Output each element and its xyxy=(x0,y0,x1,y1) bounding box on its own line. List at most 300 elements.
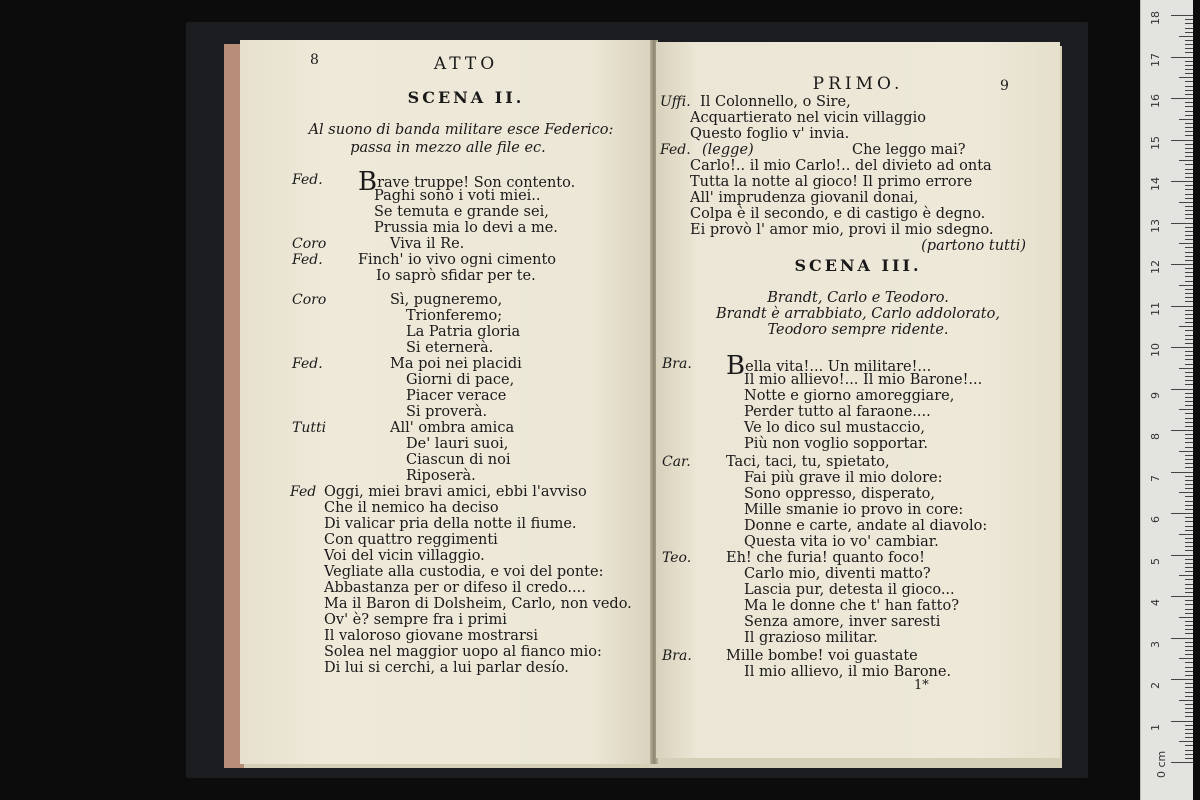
verse-text: Senza amore, inver saresti xyxy=(744,614,941,630)
ruler-tick xyxy=(1185,218,1193,219)
ruler-tick xyxy=(1185,484,1193,485)
ruler-tick xyxy=(1185,189,1193,190)
verse-line: Tutta la notte al gioco! Il primo errore xyxy=(690,174,973,190)
ruler-number: 15 xyxy=(1149,135,1162,150)
ruler-tick xyxy=(1185,442,1193,443)
ruler-tick xyxy=(1185,758,1193,759)
ruler-tick xyxy=(1171,389,1193,390)
ruler-tick xyxy=(1185,384,1193,385)
ruler-tick xyxy=(1185,152,1193,153)
page-number: 9 xyxy=(1000,78,1009,94)
ruler-tick xyxy=(1179,36,1193,37)
ruler-number: 5 xyxy=(1149,557,1162,565)
verse-line xyxy=(744,436,928,452)
verse-line xyxy=(390,420,514,436)
ruler-tick xyxy=(1185,380,1193,381)
verse-line xyxy=(324,612,507,628)
ruler-tick xyxy=(1185,314,1193,315)
ruler-tick xyxy=(1185,106,1193,107)
ruler-tick xyxy=(1185,455,1193,456)
ruler-tick xyxy=(1171,98,1193,99)
ruler-tick xyxy=(1185,422,1193,423)
ruler-tick xyxy=(1185,44,1193,45)
verse-text: Fai più grave il mio dolore: xyxy=(744,470,943,486)
speaker-label: Coro xyxy=(292,236,327,252)
ruler-tick xyxy=(1185,488,1193,489)
ruler-number: 2 xyxy=(1149,682,1162,689)
verse-line xyxy=(744,470,942,486)
verse-line xyxy=(744,582,955,598)
verse-text: Eh! che furia! quanto foco! xyxy=(726,550,925,566)
ruler-tick xyxy=(1185,413,1193,414)
speaker-label: Uffi. xyxy=(660,94,691,110)
verse-text: Notte e giorno amoreggiare, xyxy=(744,388,955,404)
ruler-tick xyxy=(1171,181,1193,182)
verse-text: Di valicar pria della notte il fiume. xyxy=(324,516,577,532)
verse-text: Sì, pugneremo, xyxy=(390,292,503,308)
ruler-tick xyxy=(1185,584,1193,585)
speaker-label: Fed. xyxy=(292,356,323,372)
ruler-tick xyxy=(1171,347,1193,348)
ruler-tick xyxy=(1185,567,1193,568)
verse-text: Giorni di pace, xyxy=(406,372,515,388)
measuring-ruler xyxy=(1140,0,1193,800)
ruler-tick xyxy=(1185,247,1193,248)
ruler-tick xyxy=(1185,301,1193,302)
ruler-tick xyxy=(1185,542,1193,543)
ruler-tick xyxy=(1185,559,1193,560)
stage-direction-line: Brandt, Carlo e Teodoro. xyxy=(767,290,949,306)
ruler-number: 17 xyxy=(1149,52,1162,67)
verse-line: (legge) xyxy=(702,142,754,158)
verse-text: Si eternerà. xyxy=(406,340,494,356)
verse-line xyxy=(406,388,506,404)
ruler-number: 8 xyxy=(1149,433,1162,440)
verse-text: Il valoroso giovane mostrarsi xyxy=(324,628,538,644)
verse-text: Mille smanie io provo in core: xyxy=(744,502,964,518)
ruler-tick xyxy=(1179,451,1193,452)
ruler-tick xyxy=(1185,65,1193,66)
ruler-tick xyxy=(1185,214,1193,215)
verse-line xyxy=(374,188,541,204)
verse-text: Il grazioso militar. xyxy=(744,630,878,646)
ruler-tick xyxy=(1185,650,1193,651)
ruler-tick xyxy=(1185,364,1193,365)
ruler-tick xyxy=(1185,509,1193,510)
ruler-tick xyxy=(1185,696,1193,697)
ruler-tick xyxy=(1179,658,1193,659)
verse-text: Abbastanza per or difeso il credo.... xyxy=(324,580,586,596)
verse-text: Voi del vicin villaggio. xyxy=(324,548,485,564)
verse-line: Acquartierato nel vicin villaggio xyxy=(690,110,926,126)
verse-line xyxy=(324,644,602,660)
verse-text: Oggi, miei bravi amici, ebbi l'avviso xyxy=(324,484,587,500)
ruler-tick xyxy=(1185,629,1193,630)
ruler-tick xyxy=(1185,683,1193,684)
ruler-tick xyxy=(1185,48,1193,49)
verse-line xyxy=(406,452,510,468)
ruler-tick xyxy=(1185,281,1193,282)
ruler-tick xyxy=(1171,472,1193,473)
ruler-tick xyxy=(1185,169,1193,170)
ruler-tick xyxy=(1185,704,1193,705)
ruler-tick xyxy=(1185,235,1193,236)
ruler-tick xyxy=(1185,754,1193,755)
ruler-tick xyxy=(1171,223,1193,224)
ruler-number: 16 xyxy=(1149,94,1162,108)
speaker-label: Bra. xyxy=(662,356,692,372)
verse-text: Ve lo dico sul mustaccio, xyxy=(744,420,925,436)
ruler-tick xyxy=(1185,156,1193,157)
ruler-tick xyxy=(1171,57,1193,58)
ruler-tick xyxy=(1185,654,1193,655)
scene-title: SCENA II. xyxy=(407,88,525,107)
verse-text: Paghi sono i voti miei.. xyxy=(374,188,541,204)
ruler-tick xyxy=(1185,310,1193,311)
left-page xyxy=(240,40,652,764)
signature-mark: 1* xyxy=(914,678,929,693)
speaker-label: Fed xyxy=(290,484,317,500)
speaker-label: Fed. xyxy=(660,142,691,158)
verse-line xyxy=(390,292,502,308)
ruler-number: 14 xyxy=(1149,177,1162,191)
ruler-tick xyxy=(1185,501,1193,502)
ruler-tick xyxy=(1185,447,1193,448)
ruler-tick xyxy=(1171,140,1193,141)
ruler-tick xyxy=(1185,646,1193,647)
ruler-unit-label: 0 cm xyxy=(1155,750,1168,778)
verse-line: Che leggo mai? xyxy=(852,142,966,158)
verse-text: Mille bombe! voi guastate xyxy=(726,648,918,664)
stage-direction-line: Al suono di banda militare esce Federico: xyxy=(308,122,614,138)
verse-text: Taci, taci, tu, spietato, xyxy=(726,454,890,470)
verse-line xyxy=(744,420,925,436)
ruler-tick xyxy=(1185,521,1193,522)
ruler-tick xyxy=(1185,505,1193,506)
verse-text: Io saprò sfidar per te. xyxy=(376,268,536,284)
verse-line: All' imprudenza giovanil donai, xyxy=(690,190,919,206)
ruler-tick xyxy=(1179,160,1193,161)
ruler-tick xyxy=(1185,194,1193,195)
ruler-tick xyxy=(1185,496,1193,497)
ruler-tick xyxy=(1185,675,1193,676)
verse-text: La Patria gloria xyxy=(406,324,521,340)
ruler-tick xyxy=(1185,438,1193,439)
ruler-tick xyxy=(1179,700,1193,701)
ruler-tick xyxy=(1171,15,1193,16)
ruler-tick xyxy=(1185,102,1193,103)
ruler-tick xyxy=(1179,285,1193,286)
ruler-tick xyxy=(1185,480,1193,481)
ruler-tick xyxy=(1185,135,1193,136)
ruler-tick xyxy=(1185,604,1193,605)
ruler-tick xyxy=(1185,351,1193,352)
ruler-tick xyxy=(1179,202,1193,203)
ruler-tick xyxy=(1185,600,1193,601)
verse-text: Carlo mio, diventi matto? xyxy=(744,566,931,582)
ruler-tick xyxy=(1185,729,1193,730)
ruler-tick xyxy=(1171,264,1193,265)
verse-text: Che il nemico ha deciso xyxy=(324,500,499,516)
ruler-tick xyxy=(1185,339,1193,340)
verse-line xyxy=(406,468,476,484)
verse-line xyxy=(406,404,487,420)
verse-line xyxy=(744,614,940,630)
verse-text: Si proverà. xyxy=(406,404,488,420)
speaker-label: Coro xyxy=(292,292,327,308)
ruler-tick xyxy=(1171,638,1193,639)
ruler-tick xyxy=(1185,69,1193,70)
verse-text: Sono oppresso, disperato, xyxy=(744,486,935,502)
ruler-tick xyxy=(1185,667,1193,668)
scene-title: SCENA III. xyxy=(794,256,922,275)
verse-line xyxy=(744,372,982,388)
ruler-tick xyxy=(1185,463,1193,464)
ruler-tick xyxy=(1179,492,1193,493)
ruler-tick xyxy=(1179,409,1193,410)
ruler-tick xyxy=(1185,227,1193,228)
verse-text: Questa vita io vo' cambiar. xyxy=(744,534,939,550)
ruler-tick xyxy=(1185,322,1193,323)
ruler-tick xyxy=(1185,401,1193,402)
ruler-tick xyxy=(1185,198,1193,199)
verse-text: Ciascun di noi xyxy=(406,452,511,468)
ruler-tick xyxy=(1185,376,1193,377)
ruler-tick xyxy=(1179,326,1193,327)
ruler-number: 11 xyxy=(1149,301,1162,316)
verse-line xyxy=(406,308,502,324)
verse-line xyxy=(744,534,939,550)
verse-line xyxy=(324,532,498,548)
ruler-tick xyxy=(1185,434,1193,435)
ruler-tick xyxy=(1185,633,1193,634)
ruler-tick xyxy=(1179,534,1193,535)
verse-text: Ov' è? sempre fra i primi xyxy=(324,612,507,628)
ruler-tick xyxy=(1185,538,1193,539)
ruler-tick xyxy=(1185,571,1193,572)
verse-text: Di lui si cerchi, a lui parlar desío. xyxy=(324,660,569,676)
ruler-tick xyxy=(1185,588,1193,589)
verse-text: ella vita!... Un militare!... xyxy=(745,359,932,375)
ruler-tick xyxy=(1185,476,1193,477)
verse-text: Ma il Baron di Dolsheim, Carlo, non vedo. xyxy=(324,596,632,612)
verse-line xyxy=(324,516,577,532)
verse-line xyxy=(726,648,918,664)
ruler-tick xyxy=(1179,243,1193,244)
verse-line xyxy=(376,268,536,284)
ruler-tick xyxy=(1185,459,1193,460)
ruler-number: 6 xyxy=(1149,516,1162,523)
speaker-label: Fed. xyxy=(292,252,323,268)
verse-line: Il Colonnello, o Sire, xyxy=(700,94,851,110)
ruler-tick xyxy=(1179,77,1193,78)
verse-line xyxy=(406,324,520,340)
page-number: 8 xyxy=(310,52,319,68)
ruler-tick xyxy=(1185,546,1193,547)
ruler-tick xyxy=(1185,579,1193,580)
verse-line xyxy=(358,252,556,268)
stage-direction-line: Teodoro sempre ridente. xyxy=(767,322,949,338)
ruler-tick xyxy=(1185,625,1193,626)
verse-line xyxy=(726,454,890,470)
ruler-tick xyxy=(1185,330,1193,331)
ruler-number: 12 xyxy=(1149,260,1162,274)
ruler-tick xyxy=(1185,185,1193,186)
speaker-label: Car. xyxy=(662,454,691,470)
verse-line: Colpa è il secondo, e di castigo è degno. xyxy=(690,206,986,222)
verse-line xyxy=(406,372,514,388)
verse-text: Viva il Re. xyxy=(390,236,465,252)
verse-line: Carlo!.. il mio Carlo!.. del divieto ad onta xyxy=(690,158,992,174)
ruler-tick xyxy=(1185,372,1193,373)
verse-line xyxy=(324,580,586,596)
ruler-tick xyxy=(1185,563,1193,564)
ruler-tick xyxy=(1185,90,1193,91)
ruler-tick xyxy=(1185,716,1193,717)
ruler-tick xyxy=(1185,111,1193,112)
ruler-tick xyxy=(1185,642,1193,643)
speaker-label: Bra. xyxy=(662,648,692,664)
ruler-tick xyxy=(1185,397,1193,398)
ruler-tick xyxy=(1185,725,1193,726)
ruler-tick xyxy=(1185,61,1193,62)
ruler-tick xyxy=(1185,276,1193,277)
ruler-tick xyxy=(1179,368,1193,369)
verse-text: Riposerà. xyxy=(406,468,476,484)
ruler-tick xyxy=(1185,252,1193,253)
ruler-tick xyxy=(1185,712,1193,713)
ruler-tick xyxy=(1185,708,1193,709)
verse-text: Perder tutto al faraone.... xyxy=(744,404,931,420)
ruler-tick xyxy=(1185,19,1193,20)
ruler-tick xyxy=(1171,513,1193,514)
ruler-tick xyxy=(1185,164,1193,165)
ruler-tick xyxy=(1179,617,1193,618)
ruler-tick xyxy=(1185,359,1193,360)
verse-line xyxy=(324,500,499,516)
running-head: PRIMO. xyxy=(812,74,904,94)
ruler-tick xyxy=(1185,467,1193,468)
ruler-tick xyxy=(1185,272,1193,273)
verse-text: Ma poi nei placidi xyxy=(390,356,522,372)
verse-line xyxy=(744,388,954,404)
verse-line xyxy=(374,204,549,220)
ruler-tick xyxy=(1185,393,1193,394)
ruler-tick xyxy=(1185,526,1193,527)
ruler-tick xyxy=(1185,239,1193,240)
ruler-tick xyxy=(1179,119,1193,120)
ruler-tick xyxy=(1171,721,1193,722)
verse-text: Vegliate alla custodia, e voi del ponte: xyxy=(324,564,604,580)
verse-line xyxy=(744,404,931,420)
verse-line xyxy=(324,660,569,676)
verse-text: rave truppe! Son contento. xyxy=(377,175,576,191)
verse-line xyxy=(390,236,464,252)
ruler-tick xyxy=(1185,177,1193,178)
ruler-tick xyxy=(1185,260,1193,261)
ruler-number: 9 xyxy=(1149,391,1162,399)
ruler-tick xyxy=(1185,737,1193,738)
verse-text: Se temuta e grande sei, xyxy=(374,204,549,220)
ruler-tick xyxy=(1185,671,1193,672)
ruler-tick xyxy=(1185,530,1193,531)
ruler-tick xyxy=(1185,609,1193,610)
verse-line xyxy=(406,436,508,452)
ruler-tick xyxy=(1171,306,1193,307)
verse-line xyxy=(744,566,931,582)
ruler-tick xyxy=(1185,289,1193,290)
verse-text: Finch' io vivo ogni cimento xyxy=(358,252,557,268)
verse-line xyxy=(726,550,925,566)
ruler-tick xyxy=(1185,231,1193,232)
ruler-number: 7 xyxy=(1149,474,1162,482)
ruler-tick xyxy=(1171,679,1193,680)
right-page xyxy=(656,42,1060,758)
ruler-tick xyxy=(1185,355,1193,356)
ruler-tick xyxy=(1185,750,1193,751)
verse-text: Trionferemo; xyxy=(406,308,503,324)
running-head: ATTO xyxy=(433,54,499,74)
ruler-tick xyxy=(1185,405,1193,406)
ruler-tick xyxy=(1185,86,1193,87)
drop-cap: B xyxy=(358,167,378,197)
ruler-tick xyxy=(1185,81,1193,82)
ruler-tick xyxy=(1179,575,1193,576)
ruler-tick xyxy=(1171,555,1193,556)
verse-text: Prussia mia lo devi a me. xyxy=(374,220,558,236)
ruler-tick xyxy=(1185,426,1193,427)
verse-text: De' lauri suoi, xyxy=(406,436,509,452)
verse-line xyxy=(406,340,493,356)
verse-text: Ma le donne che t' han fatto? xyxy=(744,598,959,614)
verse-line xyxy=(744,486,935,502)
ruler-tick xyxy=(1185,52,1193,53)
ruler-tick xyxy=(1185,123,1193,124)
ruler-tick xyxy=(1185,173,1193,174)
verse-text: Con quattro reggimenti xyxy=(324,532,498,548)
ruler-tick xyxy=(1185,28,1193,29)
ruler-tick xyxy=(1185,613,1193,614)
ruler-tick xyxy=(1185,318,1193,319)
ruler-number: 3 xyxy=(1149,640,1162,648)
ruler-number: 1 xyxy=(1149,723,1162,731)
verse-line xyxy=(744,518,987,534)
ruler-tick xyxy=(1185,592,1193,593)
ruler-tick xyxy=(1185,293,1193,294)
ruler-tick xyxy=(1185,745,1193,746)
ruler-number: 4 xyxy=(1149,599,1162,606)
ruler-number: 13 xyxy=(1149,218,1162,233)
verse-line xyxy=(374,220,558,236)
ruler-tick xyxy=(1179,741,1193,742)
verse-line xyxy=(324,596,632,612)
ruler-tick xyxy=(1185,621,1193,622)
ruler-tick xyxy=(1185,343,1193,344)
ruler-tick xyxy=(1185,662,1193,663)
ruler-tick xyxy=(1185,517,1193,518)
ruler-tick xyxy=(1185,268,1193,269)
verse-text: Più non voglio sopportar. xyxy=(744,436,928,452)
ruler-number: 10 xyxy=(1149,343,1162,357)
ruler-tick xyxy=(1185,733,1193,734)
ruler-tick xyxy=(1185,73,1193,74)
ruler-tick xyxy=(1185,144,1193,145)
verse-line: Ei provò l' amor mio, provi il mio sdegno. xyxy=(690,222,994,238)
verse-text: Donne e carte, andate al diavolo: xyxy=(744,518,988,534)
speaker-label: Tutti xyxy=(292,420,327,436)
ruler-tick xyxy=(1185,131,1193,132)
verse-line xyxy=(324,484,587,500)
